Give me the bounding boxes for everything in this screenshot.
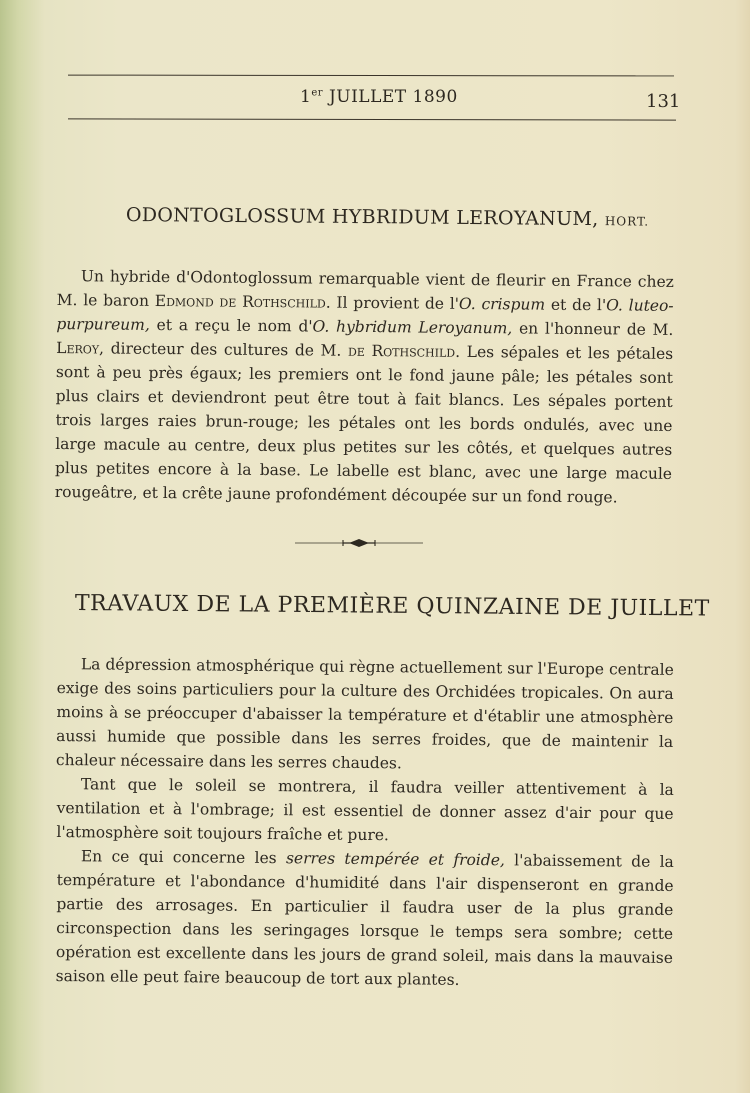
running-title: JUILLET 1890 [328,87,458,107]
page-number: 131 [646,91,681,112]
emphasis-text: serres tempérée et froide, [285,849,505,870]
species-name: O. luteo-purpureum, [56,296,674,334]
article2-title: TRAVAUX DE LA PREMIÈRE QUINZAINE DE JUILLET [74,591,710,622]
header-rule-bottom [68,118,676,120]
text-run: En ce qui concerne les [80,847,287,868]
text-run: . Il provient de l' [325,293,460,313]
article1-title-text: ODONTOGLOSSUM HYBRIDUM LEROYANUM, [125,204,599,231]
text-run: en l'honneur de M. [512,319,674,339]
text-run: et de l' [545,295,607,315]
species-name: O. crispum [458,294,546,314]
article1-title [125,204,650,231]
article2-paragraph-1 [56,652,674,778]
typographic-rule-ornament-icon [295,535,423,551]
article1-title-suffix: HORT. [604,214,650,229]
person-name: Leroy [56,338,100,358]
text-run: La dépression atmosphérique qui règne actuellement sur l'Europe centrale exige des soins particuliers pour la culture des Orchidées tropicales. On aura moins à se préoccuper d'abaisser la température et d'établir une atmosphère aussi humide que possible dans les serres froides, que de maintenir la chaleur nécessaire dans les serres chaudes. [55,655,674,773]
text-run: . Les sépales et les pétales sont à peu près égaux; les premiers ont le fond jaune pâle; les pétales sont plus clairs et deviendront peut être tout à fait blancs. Les sépales portent trois larges raies brun-rouge; les pétales ont les bords ondulés, avec une large macule au centre, deux plus petites sur les côtés, et quelques autres plus petites encore à la base. Le labelle est blanc, avec une large macule rougeâtre, et la crête jaune profondément découpée sur un fond rouge. [54,342,674,507]
running-head [300,87,458,107]
text-run: , directeur des cultures de M. [98,339,349,360]
text-run: Un hybride d'Odontoglossum remarquable vient de fleurir en France chez M. le baron [56,267,674,310]
text-run: l'abaissement de la température et l'abondance d'humidité dans l'air dispenseront en grande partie des arrosages. En particulier il faudra user de la plus grande circonspection dans les seringages lorsque le temps sera sombre; cette opération est excellente dans les jours de grand soleil, mais dans la mauvaise saison elle peut faire beaucoup de tort aux plantes. [55,851,674,989]
header-rule-top [68,75,674,77]
person-name: de Rothschild [347,341,456,361]
article2-paragraph-3 [56,844,674,994]
date-ordinal-suffix: er [311,87,324,99]
person-name: Edmond de Rothschild [154,291,326,312]
species-name: O. hybridum Leroyanum, [312,317,513,338]
article1-paragraph [55,264,674,510]
text-run: Tant que le soleil se montrera, il faudra veiller attentivement à la ventilation et à l'ombrage; il est essentiel de donner assez d'air pour que l'atmosphère soit toujours fraîche et pure. [56,775,674,845]
text-run: et a reçu le nom d' [149,315,313,336]
date-ordinal: 1 [300,87,312,107]
article2-paragraph-2 [56,772,674,850]
